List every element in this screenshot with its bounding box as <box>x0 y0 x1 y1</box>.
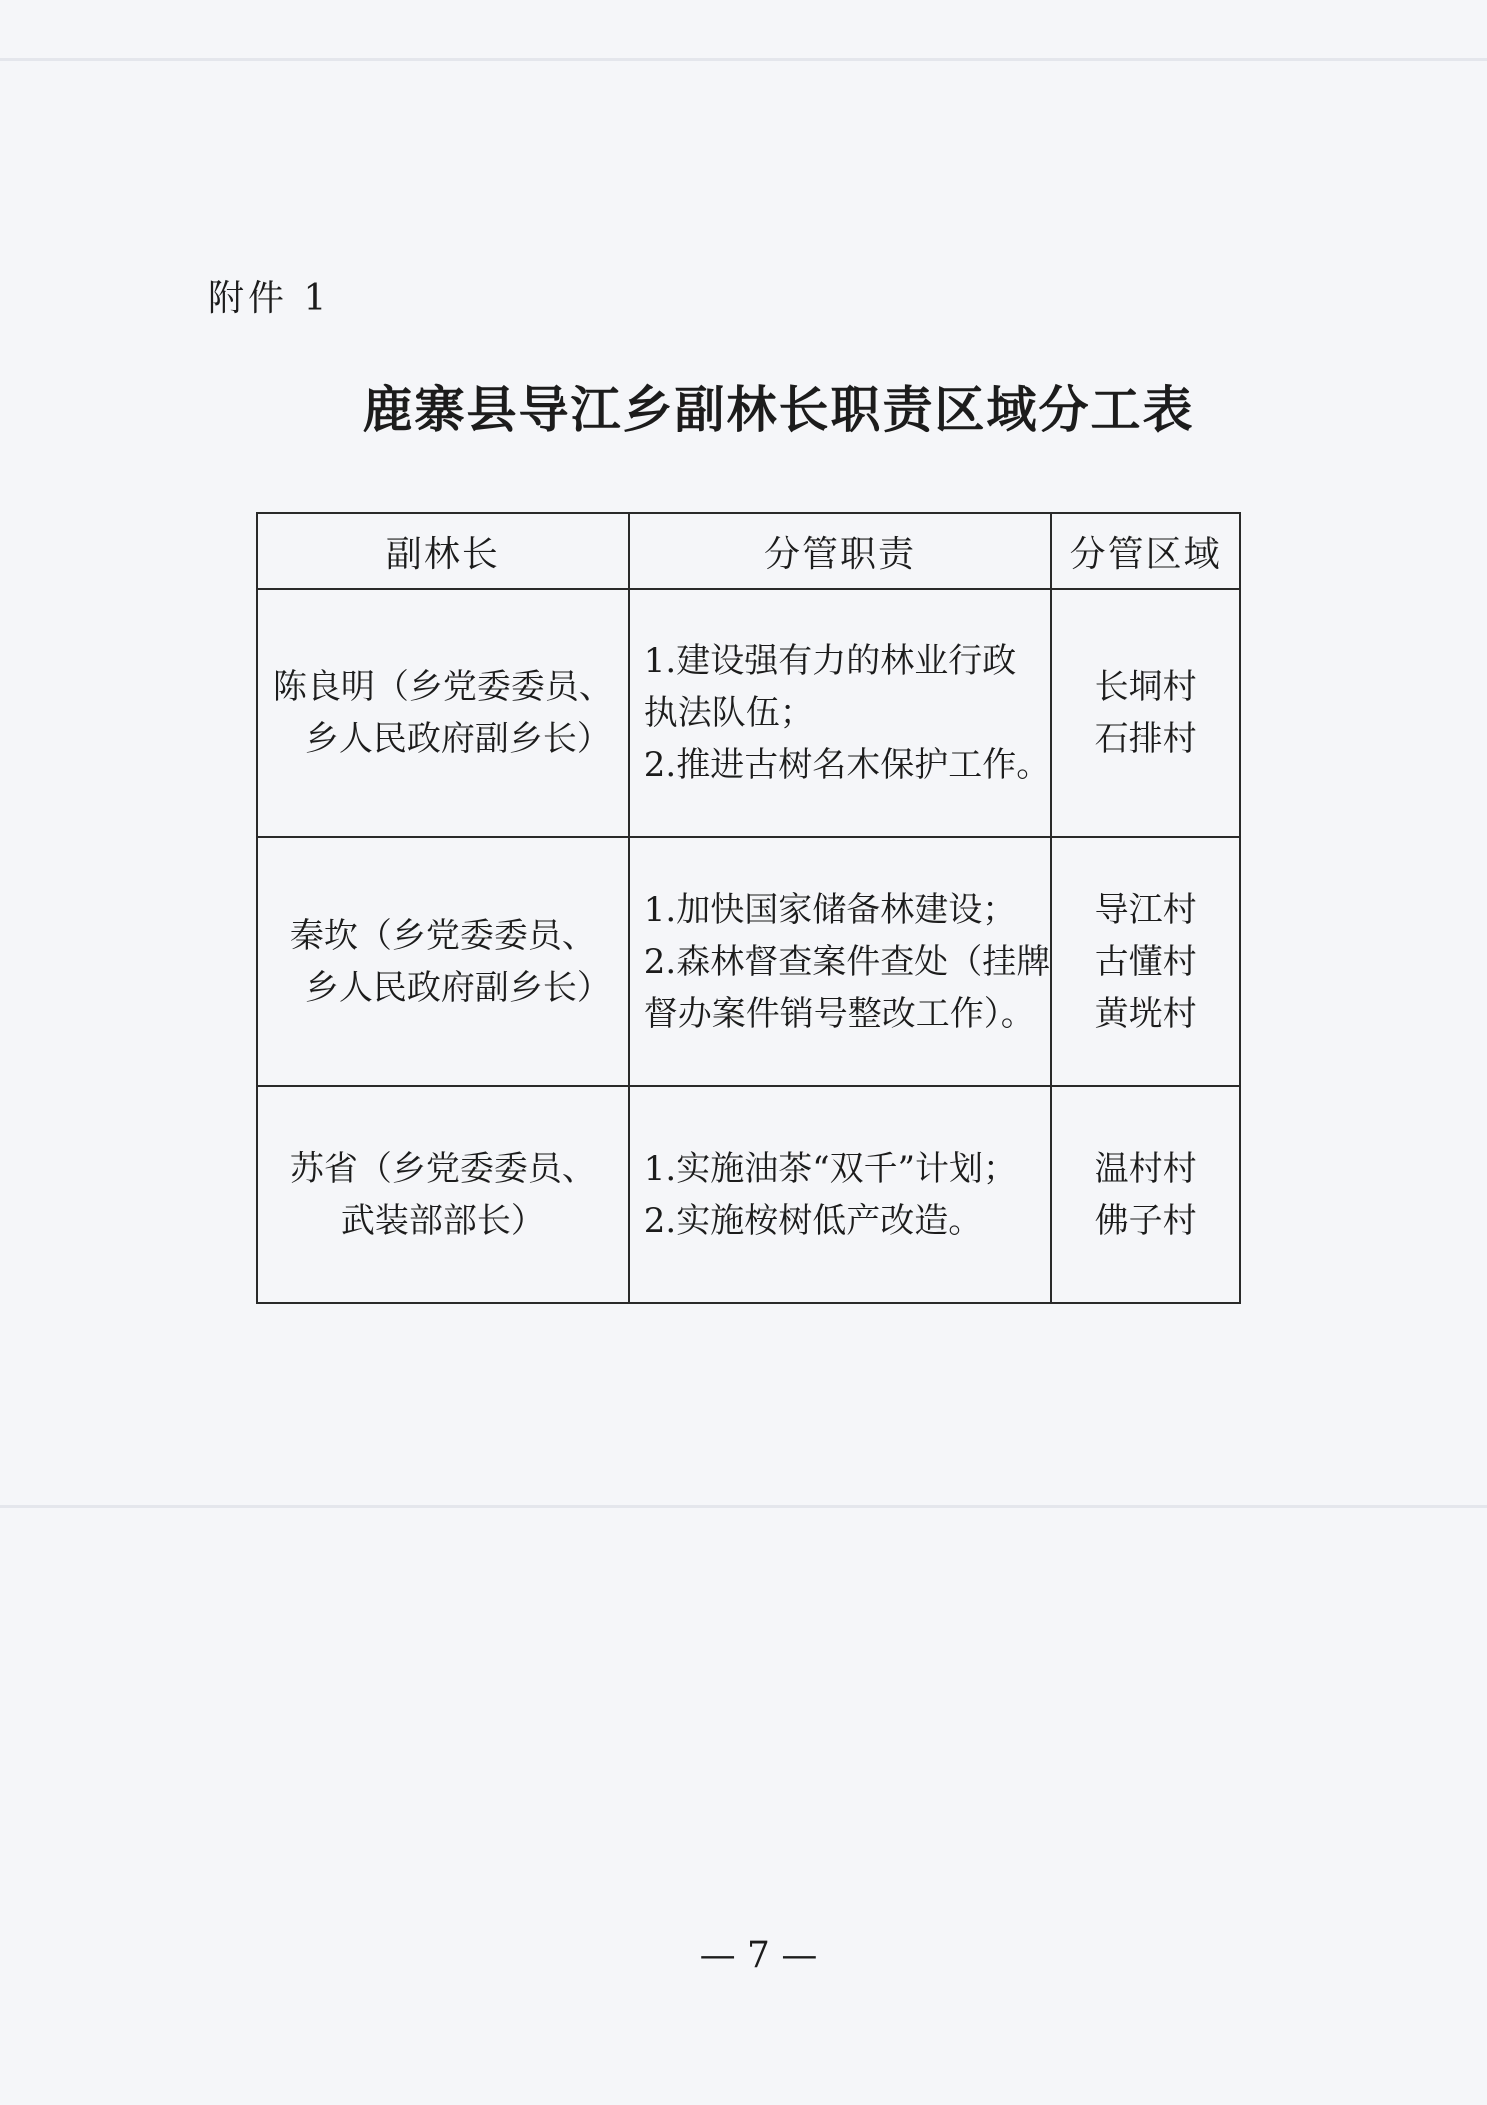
duty-line: 2.森林督查案件查处（挂牌 <box>643 941 1051 982</box>
area-line: 古懂村 <box>1094 941 1197 982</box>
duty-line: 2.实施桉树低产改造。 <box>643 1200 983 1241</box>
area-line: 黄垙村 <box>1094 993 1197 1034</box>
document-title: 鹿寨县导江乡副林长职责区域分工表 <box>362 380 1195 439</box>
area-cell <box>1051 837 1240 1086</box>
area-line: 石排村 <box>1094 719 1197 759</box>
table-header-row <box>257 513 1240 589</box>
deputy-name-cell <box>257 589 629 837</box>
table-row <box>257 837 1240 1086</box>
table-row <box>257 589 1240 837</box>
deputy-name-cell <box>257 837 629 1086</box>
area-cell <box>1051 1086 1240 1303</box>
duty-cell <box>629 1086 1051 1303</box>
duty-cell <box>629 589 1051 837</box>
name-line: 武装部部长） <box>340 1200 545 1241</box>
page-number: — 7 — <box>699 1935 818 1976</box>
duty-line: 1.建设强有力的林业行政 <box>643 641 1017 681</box>
name-line: 苏省（乡党委委员、 <box>289 1148 596 1189</box>
duty-line: 督办案件销号整改工作）。 <box>643 993 1035 1034</box>
duty-assignment-table <box>256 512 1241 1304</box>
duty-line: 执法队伍； <box>643 693 814 733</box>
duty-line: 1.实施油茶“双千”计划； <box>643 1148 1017 1189</box>
area-line: 导江村 <box>1094 889 1197 930</box>
area-cell <box>1051 589 1240 837</box>
name-line: 乡人民政府副乡长） <box>304 967 611 1008</box>
area-line: 温村村 <box>1094 1148 1197 1189</box>
header-deputy-forest-chief: 副林长 <box>257 513 629 589</box>
header-duties: 分管职责 <box>629 513 1051 589</box>
duty-line: 2.推进古树名木保护工作。 <box>643 745 1051 785</box>
scan-artifact-line <box>0 58 1487 61</box>
name-line: 陈良明（乡党委委员、 <box>272 667 613 707</box>
header-areas: 分管区域 <box>1051 513 1240 589</box>
deputy-name-cell <box>257 1086 629 1303</box>
area-line: 佛子村 <box>1094 1200 1197 1241</box>
name-line: 乡人民政府副乡长） <box>304 719 611 759</box>
duty-cell <box>629 837 1051 1086</box>
attachment-label: 附件 1 <box>208 278 331 319</box>
name-line: 秦坎（乡党委委员、 <box>289 915 596 956</box>
duty-line: 1.加快国家储备林建设； <box>643 889 1017 930</box>
table-row <box>257 1086 1240 1303</box>
scan-artifact-line <box>0 1505 1487 1508</box>
area-line: 长垌村 <box>1094 667 1197 707</box>
